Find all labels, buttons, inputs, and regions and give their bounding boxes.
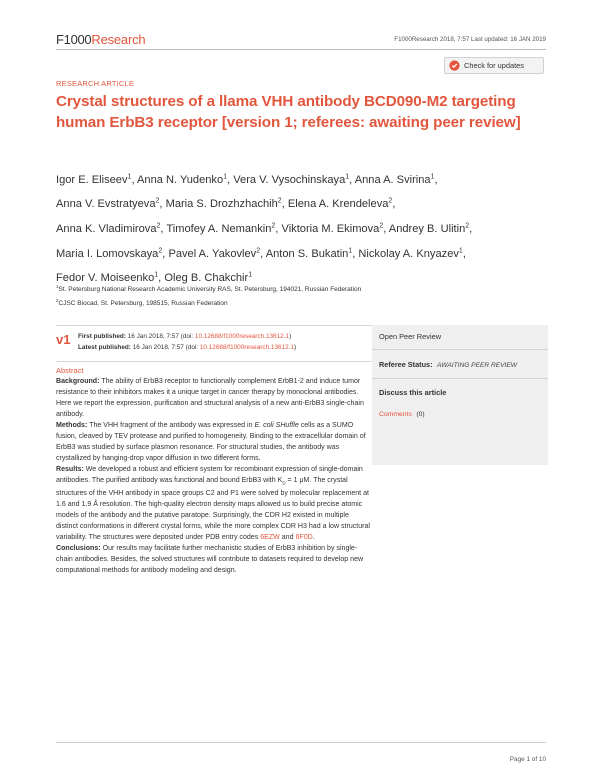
author-affiliation-marker: 2 — [379, 222, 384, 230]
article-main-column — [56, 325, 372, 574]
author-entry — [56, 198, 166, 210]
methods-text-b: cells as a SUMO fusion, cleaved by TEV protease and purified to homogeneity. Binding to the extracellular domain of ErbB3 was studied by surface plasmon resonance. For structural studies, the antibody was crystallized by hanging-drop vapor diffusion in two different forms. — [56, 421, 366, 462]
author-separator: , — [260, 247, 266, 260]
author-entry — [137, 174, 233, 186]
author-name[interactable]: Oleg B. Chakchir — [164, 272, 249, 285]
first-published-date: 16 Jan 2018, 7:57 (doi: — [127, 333, 194, 340]
referee-status-section — [372, 350, 548, 379]
author-name[interactable]: Andrey B. Ulitin — [388, 223, 466, 236]
author-entry — [266, 248, 359, 260]
author-entry — [233, 174, 355, 186]
results-kd-subscript: D — [282, 479, 286, 485]
check-for-updates-button[interactable] — [444, 57, 544, 74]
affiliation-text: CJSC Biocad, St. Petersburg, 198515, Russian Federation — [58, 300, 228, 308]
author-entry — [355, 174, 438, 186]
footer-divider — [56, 742, 546, 743]
peer-review-sidebar — [372, 325, 548, 465]
referee-status-label: Referee Status: — [379, 360, 433, 369]
author-affiliation-marker: 1 — [154, 271, 159, 279]
author-affiliation-marker: 1 — [223, 173, 228, 180]
comments-link[interactable]: Comments — [379, 411, 412, 418]
author-name[interactable]: Viktoria M. Ekimova — [281, 223, 380, 236]
header-citation: F1000Research 2018, 7:57 Last updated: 16 JAN 2019 — [394, 36, 546, 43]
author-affiliation-marker: 2 — [156, 222, 161, 230]
latest-published-date: 16 Jan 2018, 7:57 (doi: — [132, 344, 199, 351]
author-name[interactable]: Anna V. Evstratyeva — [56, 198, 156, 211]
author-affiliation-marker: 2 — [277, 197, 282, 205]
author-name[interactable]: Igor E. Eliseev — [56, 173, 128, 186]
author-separator: , — [131, 173, 137, 186]
author-separator: , — [281, 198, 288, 211]
first-published-line — [78, 331, 296, 342]
author-separator: , — [349, 173, 355, 186]
author-name[interactable]: Anna K. Vladimirova — [56, 223, 157, 236]
author-separator: , — [462, 247, 466, 260]
version-badge: v1 — [56, 332, 71, 347]
author-entry — [166, 198, 288, 210]
author-name[interactable]: Anton S. Bukatin — [265, 247, 349, 260]
open-peer-review-section — [372, 325, 548, 350]
author-name[interactable]: Anna N. Yudenko — [137, 173, 224, 186]
author-separator: , — [159, 198, 166, 211]
author-separator: , — [160, 223, 167, 236]
latest-published-doi-link[interactable]: 10.12688/f1000research.13612.1 — [199, 344, 295, 351]
author-separator: , — [392, 198, 396, 211]
page-number: Page 1 of 10 — [509, 756, 546, 763]
first-published-label: First published: — [78, 333, 126, 340]
author-name[interactable]: Pavel A. Yakovlev — [168, 247, 257, 260]
header-divider — [56, 49, 546, 50]
author-affiliation-marker: 2 — [271, 222, 276, 230]
author-affiliation-marker: 2 — [158, 247, 163, 255]
check-updates-icon — [449, 60, 460, 71]
author-separator: , — [227, 173, 234, 186]
affiliation-number: 1 — [56, 284, 59, 289]
results-text-a: We developed a robust and efficient system for recombinant expression of single-domain antibodies. The purified antibody was functional and bound ErbB3 with K — [56, 465, 363, 484]
author-affiliation-marker: 2 — [465, 222, 470, 230]
logo-f1000: F1000 — [56, 32, 92, 47]
author-separator: , — [434, 173, 438, 186]
author-affiliation-marker: 1 — [348, 247, 353, 255]
first-published-close: ) — [289, 333, 292, 340]
article-type: RESEARCH ARTICLE — [56, 79, 135, 88]
author-entry — [56, 223, 166, 235]
author-entry — [389, 223, 472, 235]
publication-info — [56, 325, 372, 359]
author-list — [56, 166, 548, 289]
background-text: The ability of ErbB3 receptor to functionally complement ErbB1-2 and induce tumor resistance to their inhibitors makes it a unique target in cancer therapy by monoclonal antibodies. Here we report the expression, purification and structural analysis of a new anti-ErbB3 single-chain antibody. — [56, 378, 364, 418]
methods-label: Methods: — [56, 421, 88, 429]
author-entry — [358, 248, 466, 260]
results-and: and — [281, 533, 294, 541]
discuss-title: Discuss this article — [379, 388, 447, 397]
page-header — [56, 32, 546, 50]
author-entry — [168, 248, 265, 260]
results-end: . — [312, 533, 315, 541]
author-affiliation-marker: 2 — [155, 197, 160, 205]
affiliation-number: 2 — [56, 298, 59, 304]
article-title: Crystal structures of a llama VHH antibody BCD090-M2 targeting human ErbB3 receptor [version 1; referees: awaiting peer review] — [56, 93, 521, 131]
results-label: Results: — [56, 465, 84, 473]
author-separator: , — [352, 247, 359, 260]
affiliation-list — [56, 281, 548, 309]
latest-published-label: Latest published: — [78, 344, 131, 351]
background-label: Background: — [56, 378, 100, 385]
author-entry — [166, 223, 281, 235]
author-name[interactable]: Maria I. Lomovskaya — [56, 247, 159, 260]
f1000research-logo[interactable] — [56, 32, 145, 47]
affiliation-line — [56, 295, 548, 309]
pdb-link-6f0d[interactable]: 6F0D — [295, 533, 313, 541]
affiliation-line — [56, 281, 548, 295]
abstract-heading: Abstract — [56, 366, 84, 375]
author-affiliation-marker: 1 — [345, 173, 350, 180]
author-name[interactable]: Elena A. Krendeleva — [287, 198, 389, 211]
latest-published-close: ) — [294, 344, 297, 351]
author-affiliation-marker: 1 — [458, 247, 463, 255]
methods-organism: E. coli SHuffle — [254, 421, 299, 429]
author-separator: , — [158, 272, 165, 285]
conclusions-label: Conclusions: — [56, 544, 101, 552]
latest-published-line — [78, 342, 296, 353]
methods-text-a: The VHH fragment of the antibody was expressed in — [89, 421, 253, 429]
author-affiliation-marker: 1 — [248, 271, 253, 279]
conclusions-text: Our results may facilitate further mechanistic studies of ErbB3 inhibition by single-chain antibodies. Besides, the solved structures will contribute to datasets required to develop new computational methods for antibody modeling and design. — [56, 544, 364, 574]
author-name[interactable]: Timofey A. Nemankin — [166, 223, 272, 236]
author-entry — [56, 174, 137, 186]
open-peer-review-title: Open Peer Review — [379, 332, 442, 341]
author-entry — [56, 248, 168, 260]
abstract-body — [56, 377, 372, 577]
comments-count: (0) — [416, 411, 425, 418]
first-published-doi-link[interactable]: 10.12688/f1000research.13612.1 — [194, 333, 290, 340]
author-entry — [288, 198, 396, 210]
results-text-b: = 1 μM. The crystal structures of the VHH antibody in space groups C2 and P1 were solved by molecular replacement at 1.6 and 1.9 Å resolution. The high-quality electron density maps allowed us to build precise atomic models of the antibody and the putative paratope. Surprisingly, the CDR H2 existed in multiple distinct conformations in different crystal forms, while the more complex CDR H3 had a low structural variability. The structures were deposited under PDB entry codes — [56, 476, 370, 541]
author-affiliation-marker: 1 — [430, 173, 435, 180]
author-entry — [282, 223, 389, 235]
author-affiliation-marker: 2 — [256, 247, 261, 255]
author-name[interactable]: Fedor V. Moiseenko — [56, 272, 155, 285]
author-separator: , — [469, 223, 473, 236]
check-updates-label: Check for updates — [464, 61, 524, 70]
logo-research: Research — [91, 32, 146, 47]
author-separator: , — [383, 223, 389, 236]
author-affiliation-marker: 2 — [388, 197, 393, 205]
affiliation-text: St. Petersburg National Research Academic University RAS, St. Petersburg, 194021, Russian Federation — [58, 286, 362, 294]
referee-status-value: AWAITING PEER REVIEW — [436, 362, 517, 369]
author-affiliation-marker: 1 — [127, 173, 132, 180]
author-name[interactable]: Maria S. Drozhzhachih — [165, 198, 278, 211]
author-separator: , — [275, 223, 282, 236]
discuss-section — [372, 379, 548, 426]
pdb-link-6ezw[interactable]: 6EZW — [260, 533, 280, 541]
author-name[interactable]: Vera V. Vysochinskaya — [233, 173, 346, 186]
author-name[interactable]: Anna A. Svirina — [354, 173, 431, 186]
author-name[interactable]: Nickolay A. Knyazev — [358, 247, 459, 260]
author-separator: , — [162, 247, 169, 260]
abstract-section — [56, 361, 372, 577]
